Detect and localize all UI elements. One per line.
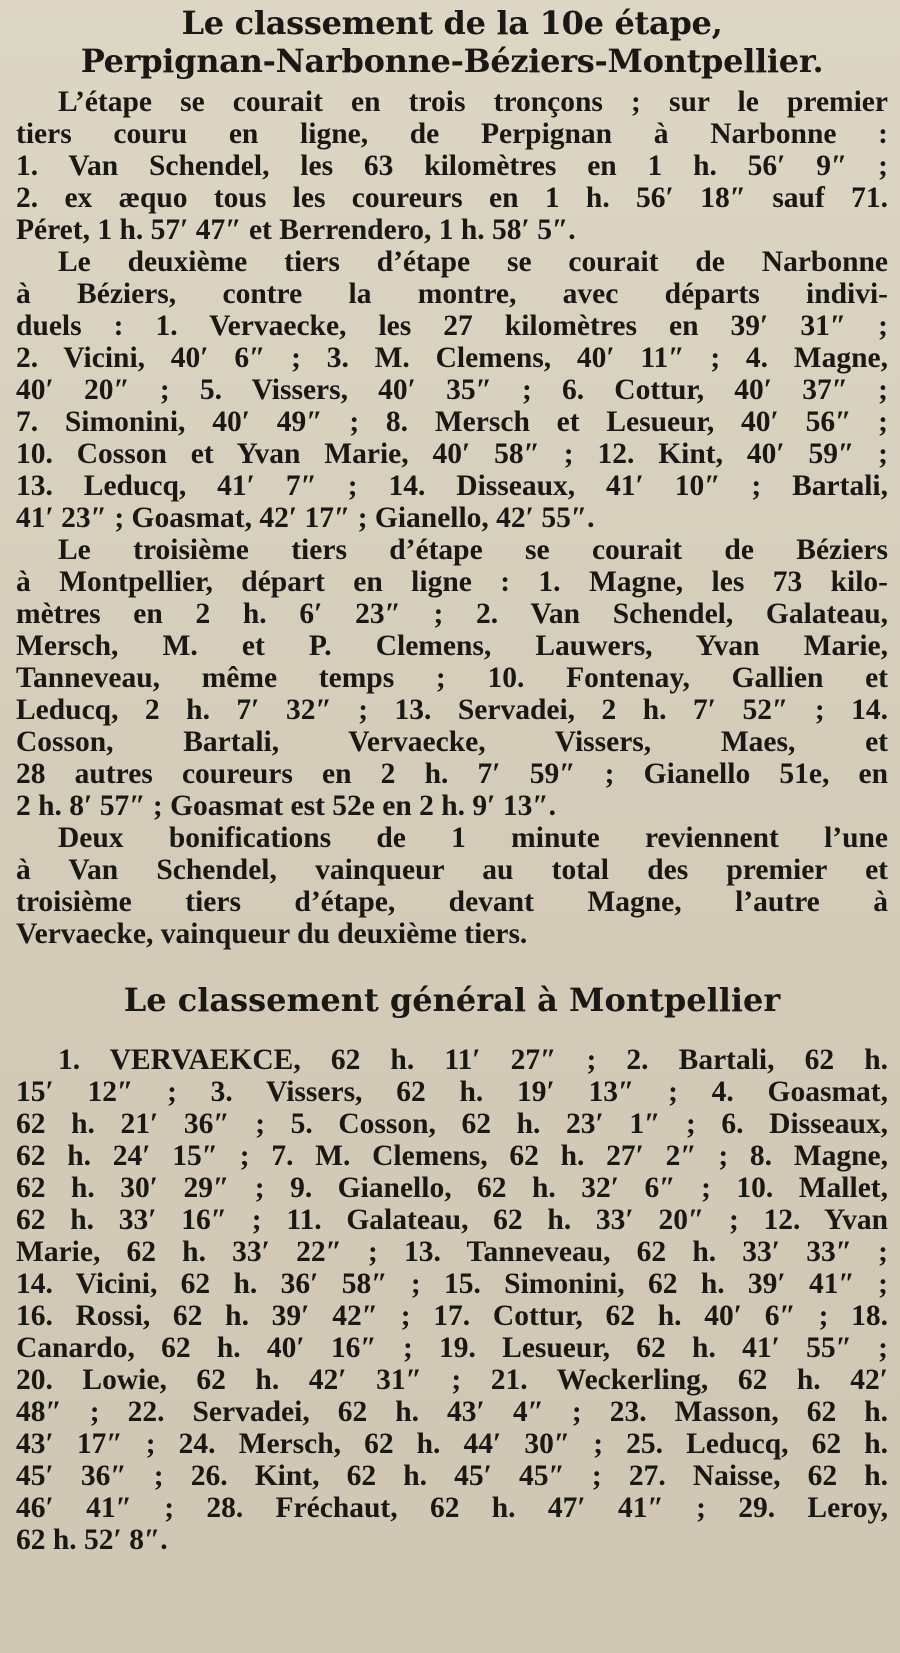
text-line: 48″ ; 22. Servadei, 62 h. 43′ 4″ ; 23. Masson, 62 h. <box>16 1396 888 1428</box>
text-line: 16. Rossi, 62 h. 39′ 42″ ; 17. Cottur, 62 h. 40′ 6″ ; 18. <box>16 1300 888 1332</box>
text-line: 14. Vicini, 62 h. 36′ 58″ ; 15. Simonini, 62 h. 39′ 41″ ; <box>16 1268 888 1300</box>
text-line: Le deuxième tiers d’étape se courait de Narbonne <box>58 246 888 278</box>
text-line: 62 h. 21′ 36″ ; 5. Cosson, 62 h. 23′ 1″ ; 6. Disseaux, <box>16 1108 888 1140</box>
text-line: Canardo, 62 h. 40′ 16″ ; 19. Lesueur, 62 h. 41′ 55″ ; <box>16 1332 888 1364</box>
text-line: 40′ 20″ ; 5. Vissers, 40′ 35″ ; 6. Cottur, 40′ 37″ ; <box>16 374 888 406</box>
text-line: 2 h. 8′ 57″ ; Goasmat est 52e en 2 h. 9′ 13″. <box>16 790 557 822</box>
text-line: 13. Leducq, 41′ 7″ ; 14. Disseaux, 41′ 10″ ; Bartali, <box>16 470 888 502</box>
general-classification-title: Le classement général à Montpellier <box>123 981 781 1019</box>
text-line: duels : 1. Vervaecke, les 27 kilomètres en 39′ 31″ ; <box>16 310 888 342</box>
paragraph-first-third <box>16 86 888 246</box>
text-line: 62 h. 33′ 16″ ; 11. Galateau, 62 h. 33′ 20″ ; 12. Yvan <box>16 1204 888 1236</box>
text-line: Deux bonifications de 1 minute reviennent l’une <box>58 822 888 854</box>
text-line: tiers couru en ligne, de Perpignan à Narbonne : <box>16 118 888 150</box>
text-line: L’étape se courait en trois tronçons ; sur le premier <box>58 86 888 118</box>
text-line: 2. ex æquo tous les coureurs en 1 h. 56′ 18″ sauf 71. <box>16 182 888 214</box>
text-line: 46′ 41″ ; 28. Fréchaut, 62 h. 47′ 41″ ; 29. Leroy, <box>16 1492 888 1524</box>
text-line: 7. Simonini, 40′ 49″ ; 8. Mersch et Lesueur, 40′ 56″ ; <box>16 406 888 438</box>
text-line: 43′ 17″ ; 24. Mersch, 62 h. 44′ 30″ ; 25. Leducq, 62 h. <box>16 1428 888 1460</box>
text-line: Péret, 1 h. 57′ 47″ et Berrendero, 1 h. 58′ 5″. <box>16 214 576 246</box>
text-line: 1. VERVAEKCE, 62 h. 11′ 27″ ; 2. Bartali, 62 h. <box>58 1044 888 1076</box>
text-line: 62 h. 24′ 15″ ; 7. M. Clemens, 62 h. 27′ 2″ ; 8. Magne, <box>16 1140 888 1172</box>
text-line: à Van Schendel, vainqueur au total des premier et <box>16 854 888 886</box>
paragraph-third-third <box>16 534 888 822</box>
text-line: Marie, 62 h. 33′ 22″ ; 13. Tanneveau, 62 h. 33′ 33″ ; <box>16 1236 888 1268</box>
text-line: Mersch, M. et P. Clemens, Lauwers, Yvan Marie, <box>16 630 888 662</box>
paragraph-bonuses <box>16 822 888 950</box>
text-line: à Béziers, contre la montre, avec départs indivi- <box>16 278 888 310</box>
text-line: à Montpellier, départ en ligne : 1. Magne, les 73 kilo- <box>16 566 888 598</box>
text-line: 10. Cosson et Yvan Marie, 40′ 58″ ; 12. Kint, 40′ 59″ ; <box>16 438 888 470</box>
text-line: Leducq, 2 h. 7′ 32″ ; 13. Servadei, 2 h. 7′ 52″ ; 14. <box>16 694 888 726</box>
text-line: mètres en 2 h. 6′ 23″ ; 2. Van Schendel, Galateau, <box>16 598 888 630</box>
text-line: Cosson, Bartali, Vervaecke, Vissers, Maes, et <box>16 726 888 758</box>
text-line: 2. Vicini, 40′ 6″ ; 3. M. Clemens, 40′ 11″ ; 4. Magne, <box>16 342 888 374</box>
section-spacer <box>16 950 888 980</box>
stage-title <box>16 0 888 80</box>
text-line: Tanneveau, même temps ; 10. Fontenay, Gallien et <box>16 662 888 694</box>
text-line: Le troisième tiers d’étape se courait de Béziers <box>58 534 888 566</box>
text-line: 45′ 36″ ; 26. Kint, 62 h. 45′ 45″ ; 27. Naisse, 62 h. <box>16 1460 888 1492</box>
paragraph-second-third <box>16 246 888 534</box>
text-line: Vervaecke, vainqueur du deuxième tiers. <box>16 918 528 950</box>
text-line: 1. Van Schendel, les 63 kilomètres en 1 h. 56′ 9″ ; <box>16 150 888 182</box>
text-line: 41′ 23″ ; Goasmat, 42′ 17″ ; Gianello, 42′ 55″. <box>16 502 595 534</box>
text-line: 62 h. 30′ 29″ ; 9. Gianello, 62 h. 32′ 6″ ; 10. Mallet, <box>16 1172 888 1204</box>
text-line: 15′ 12″ ; 3. Vissers, 62 h. 19′ 13″ ; 4. Goasmat, <box>16 1076 888 1108</box>
text-line: 62 h. 52′ 8″. <box>16 1524 168 1556</box>
stage-title-line-1: Le classement de la 10e étape, <box>181 4 723 42</box>
stage-title-line-2: Perpignan-Narbonne-Béziers-Montpellier. <box>80 42 824 80</box>
text-line: 28 autres coureurs en 2 h. 7′ 59″ ; Gianello 51e, en <box>16 758 888 790</box>
text-line: troisième tiers d’étape, devant Magne, l’autre à <box>16 886 888 918</box>
general-classification-list <box>16 1044 888 1556</box>
text-line: 20. Lowie, 62 h. 42′ 31″ ; 21. Weckerling, 62 h. 42′ <box>16 1364 888 1396</box>
